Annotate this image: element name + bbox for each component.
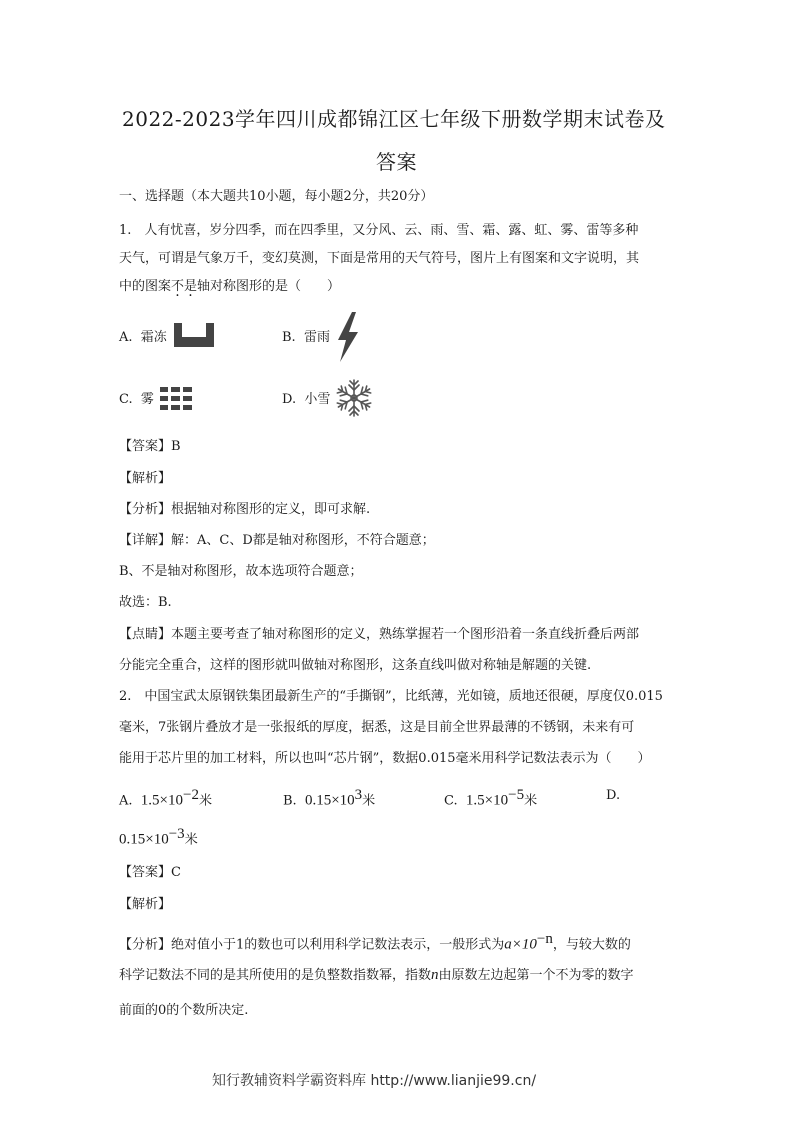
q2-analysis-line1: 【分析】绝对值小于1的数也可以利用科学记数法表示，一般形式为$a\times 10^{-n}$，与较大数的 xyxy=(119,931,631,953)
q1-answer: 【答案】B xyxy=(119,439,181,454)
q2-stem-line2: 毫米，7张钢片叠放才是一张报纸的厚度，据悉，这是目前全世界最薄的不锈钢，未来有可 xyxy=(119,720,635,735)
footer-watermark: 知行教辅资料学霸资料库 http://www.lianjie99.cn/ xyxy=(212,1073,537,1089)
q2-analysis-title: 【解析】 xyxy=(119,897,172,912)
emphasis-dot: 不 xyxy=(171,279,185,294)
q1-stem-line1: 1. 人有忧喜，岁分四季，而在四季里，又分风、云、雨、雪、霜、露、虹、雾、雷等多种 xyxy=(119,223,639,238)
q1-stem-line2: 天气，可谓是气象万千，变幻莫测，下面是常用的天气符号，图片上有图案和文字说明，其 xyxy=(119,251,640,266)
section-header: 一、选择题（本大题共10小题，每小题2分，共20分） xyxy=(119,189,434,204)
q1-detail-line1: 【详解】解：A、C、D都是轴对称图形，不符合题意； xyxy=(119,533,435,548)
page-title-continued: 答案 xyxy=(376,150,417,174)
q2-answer: 【答案】C xyxy=(119,865,181,880)
q1-analysis-title: 【解析】 xyxy=(119,471,172,486)
q2-analysis-line3: 前面的0的个数所决定. xyxy=(119,1003,249,1018)
q2-option-b: B. $0.15\times 10^3$米 xyxy=(283,787,376,809)
q2-option-a: A. $1.5\times 10^{-2}$米 xyxy=(119,787,212,809)
q1-analysis: 【分析】根据轴对称图形的定义，即可求解. xyxy=(119,502,371,517)
q1-stem-line3: 中的图案不是轴对称图形的是（ ） xyxy=(119,279,341,294)
page-title: 2022-2023学年四川成都锦江区七年级下册数学期末试卷及 xyxy=(122,107,666,131)
q1-comment-line2: 分能完全重合，这样的图形就叫做轴对称图形，这条直线叫做对称轴是解题的关键. xyxy=(119,658,592,673)
q1-option-d: D. 小雪 xyxy=(282,392,331,407)
snowflake-icon xyxy=(333,377,375,419)
q1-detail-line3: 故选：B. xyxy=(119,595,172,610)
q1-comment-line1: 【点睛】本题主要考查了轴对称图形的定义，熟练掌握若一个图形沿着一条直线折叠后两部 xyxy=(119,627,640,642)
q2-analysis-line2: 科学记数法不同的是其所使用的是负整数指数幂，指数n由原数左边起第一个不为零的数字 xyxy=(119,967,634,983)
thunderstorm-icon xyxy=(334,312,362,362)
q2-stem-line1: 2. 中国宝武太原钢铁集团最新生产的“手撕钢”，比纸薄，光如镜，质地还很硬，厚度仅0.015 xyxy=(119,689,663,704)
q1-detail-line2: B、不是轴对称图形，故本选项符合题意； xyxy=(119,564,363,579)
q1-option-b: B. 雷雨 xyxy=(282,330,330,345)
fog-icon xyxy=(160,387,192,411)
emphasis-dot: 是 xyxy=(184,279,198,294)
q2-stem-line3: 能用于芯片里的加工材料，所以也叫“芯片钢”，数据0.015毫米用科学记数法表示为（ ） xyxy=(119,751,651,766)
q2-option-d: $0.15\times 10^{-3}$米 xyxy=(119,826,198,848)
q2-option-c: C. $1.5\times 10^{-5}$米 xyxy=(444,787,538,809)
q2-option-d-letter: D. xyxy=(606,788,621,803)
q1-option-a: A. 霜冻 xyxy=(119,330,167,345)
q1-option-c: C. 雾 xyxy=(119,392,154,407)
frost-icon xyxy=(174,323,214,347)
